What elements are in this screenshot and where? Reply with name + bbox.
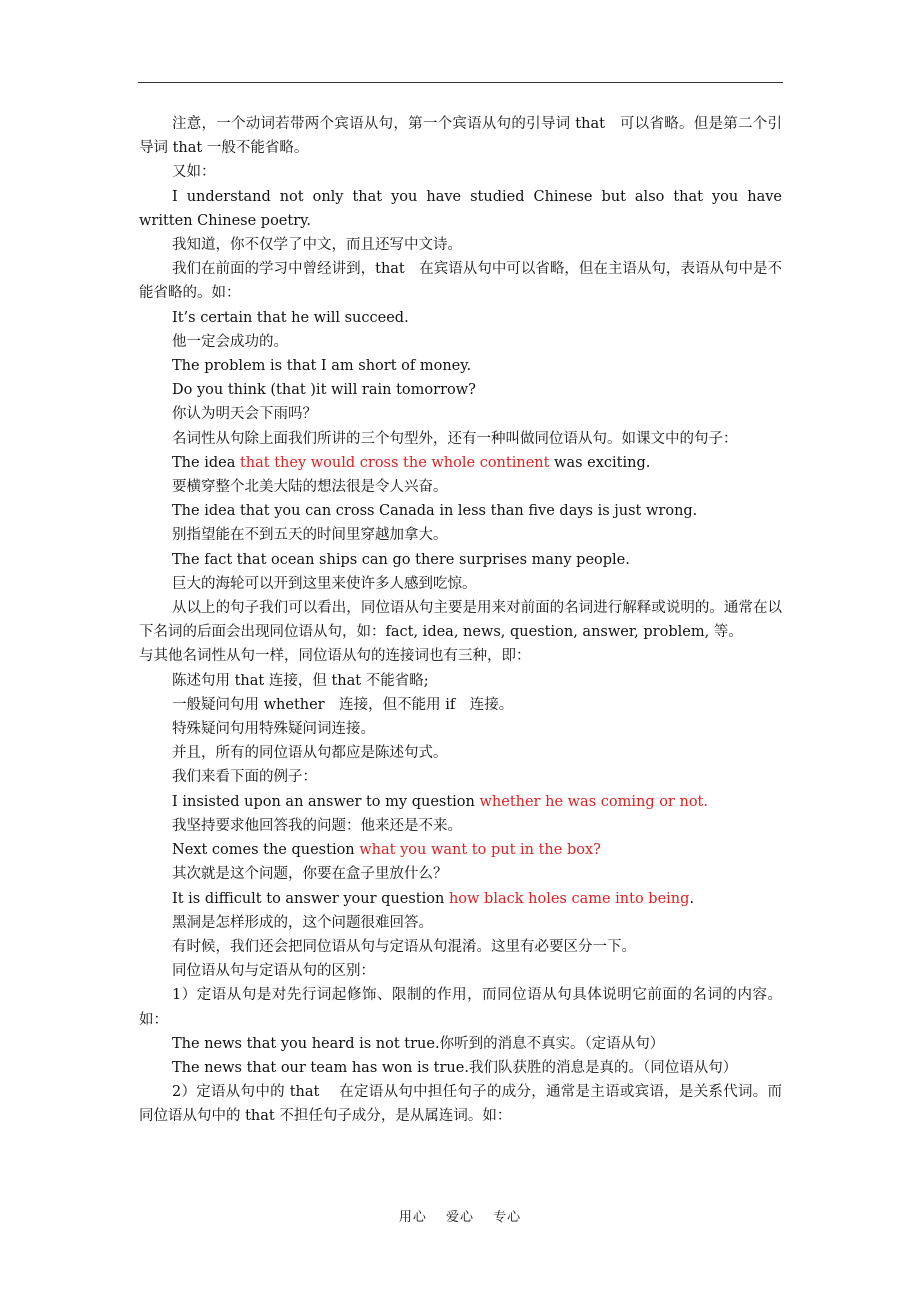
highlighted-clause: what you want to put in the box? [359, 842, 601, 859]
paragraph [139, 644, 782, 668]
text-run: I understand not only that you have studied Chinese but also that you have written Chinese poetry. [139, 188, 782, 229]
paragraph [139, 838, 782, 862]
page-footer [0, 1206, 920, 1225]
paragraph [139, 669, 782, 693]
paragraph [139, 862, 782, 886]
highlighted-clause: how black holes came into being [448, 890, 690, 907]
paragraph [139, 523, 782, 547]
highlighted-clause: whether he was coming or not. [479, 793, 708, 810]
paragraph [139, 112, 782, 160]
text-run: 我知道，你不仅学了中文，而且还写中文诗。 [172, 237, 462, 254]
text-run: The problem is that I am short of money. [172, 358, 472, 375]
paragraph [139, 475, 782, 499]
paragraph [139, 935, 782, 959]
text-run: 同位语从句与定语从句的区别： [172, 963, 375, 980]
text-run: 他一定会成功的。 [172, 333, 288, 350]
text-run: 我们来看下面的例子： [172, 769, 317, 786]
header-rule [138, 82, 783, 83]
text-run: The idea that you can cross Canada in less than five days is just wrong. [172, 503, 698, 520]
text-run: 别指望能在不到五天的时间里穿越加拿大。 [172, 527, 448, 544]
text-run: 从以上的句子我们可以看出，同位语从句主要是用来对前面的名词进行解释或说明的。通常在以下名词的后面会出现同位语从句，如：fact, idea, news, question, answer, problem, 等。 [139, 600, 782, 641]
paragraph [139, 160, 782, 184]
text-run: 陈述句用 that 连接，但 that 不能省略; [172, 672, 429, 689]
paragraph [139, 765, 782, 789]
footer-word: 用心 [398, 1210, 427, 1225]
footer-word: 专心 [493, 1210, 522, 1225]
paragraph [139, 1032, 782, 1056]
paragraph [139, 790, 782, 814]
document-body [139, 112, 782, 1129]
text-run: 要横穿整个北美大陆的想法很是令人兴奋。 [172, 479, 448, 496]
text-run: Next comes the question [172, 842, 360, 859]
paragraph [139, 257, 782, 305]
paragraph [139, 596, 782, 644]
paragraph [139, 233, 782, 257]
text-run: 与其他名词性从句一样，同位语从句的连接词也有三种，即： [139, 648, 531, 665]
text-run: 1）定语从句是对先行词起修饰、限制的作用，而同位语从句具体说明它前面的名词的内容。如： [139, 987, 782, 1028]
text-run: 一般疑问句用 whether 连接，但不能用 if 连接。 [172, 696, 514, 713]
text-run: The idea [172, 454, 240, 471]
text-run: I insisted upon an answer to my question [172, 793, 480, 810]
paragraph [139, 1056, 782, 1080]
paragraph [139, 983, 782, 1031]
text-run: 黑洞是怎样形成的，这个问题很难回答。 [172, 914, 433, 931]
footer-word: 爱心 [445, 1210, 474, 1225]
paragraph [139, 402, 782, 426]
text-run: The news that you heard is not true.你听到的消息不真实。（定语从句） [172, 1035, 665, 1052]
text-run: 并且，所有的同位语从句都应是陈述句式。 [172, 745, 448, 762]
paragraph [139, 1080, 782, 1128]
paragraph [139, 693, 782, 717]
paragraph [139, 887, 782, 911]
paragraph [139, 911, 782, 935]
text-run: 其次就是这个问题，你要在盒子里放什么？ [172, 866, 448, 883]
text-run: The news that our team has won is true.我们队获胜的消息是真的。（同位语从句） [172, 1059, 738, 1076]
paragraph [139, 306, 782, 330]
paragraph [139, 814, 782, 838]
paragraph [139, 451, 782, 475]
text-run: The fact that ocean ships can go there surprises many people. [172, 551, 630, 568]
paragraph [139, 959, 782, 983]
paragraph [139, 427, 782, 451]
paragraph [139, 185, 782, 233]
text-run: 2）定语从句中的 that 在定语从句中担任句子的成分，通常是主语或宾语，是关系代词。而同位语从句中的 that 不担任句子成分，是从属连词。如： [139, 1084, 782, 1125]
text-run: 我们在前面的学习中曾经讲到，that 在宾语从句中可以省略，但在主语从句，表语从句中是不能省略的。如： [139, 261, 782, 302]
paragraph [139, 330, 782, 354]
paragraph [139, 354, 782, 378]
text-run: It’s certain that he will succeed. [172, 309, 409, 326]
text-run: 巨大的海轮可以开到这里来使许多人感到吃惊。 [172, 575, 477, 592]
text-run: It is difficult to answer your question [172, 890, 449, 907]
text-run: 注意，一个动词若带两个宾语从句，第一个宾语从句的引导词 that 可以省略。但是第二个引导词 that 一般不能省略。 [139, 116, 782, 157]
text-run: 你认为明天会下雨吗？ [172, 406, 317, 423]
paragraph [139, 741, 782, 765]
text-run: 我坚持要求他回答我的问题：他来还是不来。 [172, 817, 462, 834]
text-run: 又如： [172, 164, 216, 181]
paragraph [139, 717, 782, 741]
text-run: 特殊疑问句用特殊疑问词连接。 [172, 721, 375, 738]
paragraph [139, 378, 782, 402]
text-run: 有时候，我们还会把同位语从句与定语从句混淆。这里有必要区分一下。 [172, 938, 636, 955]
paragraph [139, 499, 782, 523]
text-run: Do you think (that )it will rain tomorrow? [172, 382, 476, 399]
text-run: . [689, 890, 695, 907]
text-run: 名词性从句除上面我们所讲的三个句型外，还有一种叫做同位语从句。如课文中的句子： [172, 430, 738, 447]
text-run: was exciting. [549, 454, 651, 471]
paragraph [139, 548, 782, 572]
paragraph [139, 572, 782, 596]
highlighted-clause: that they would cross the whole continent [239, 454, 550, 471]
